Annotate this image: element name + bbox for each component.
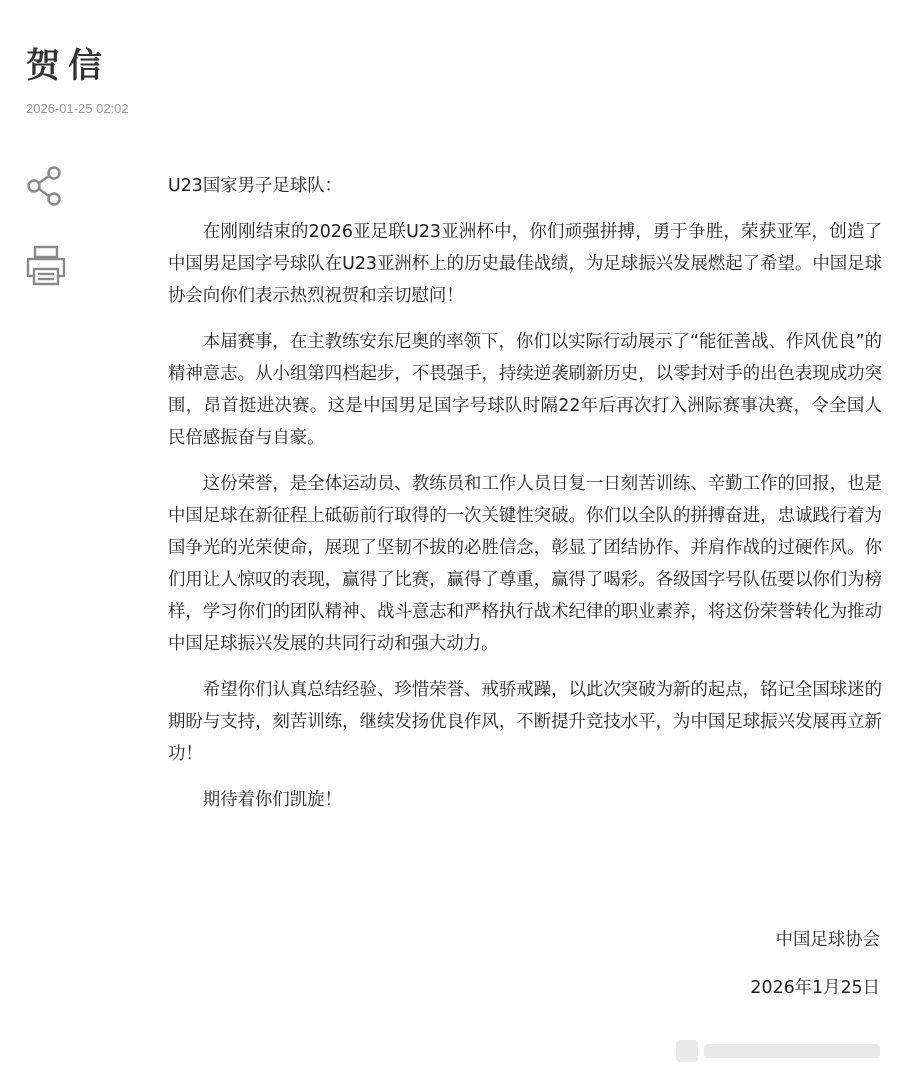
page-title: 贺信 xyxy=(26,46,110,86)
share-button[interactable] xyxy=(24,164,68,208)
signature-block xyxy=(750,924,880,1004)
printer-icon xyxy=(24,244,68,288)
print-button[interactable] xyxy=(24,244,68,288)
paragraph: 希望你们认真总结经验、珍惜荣誉、戒骄戒躁，以此次突破为新的起点，铭记全国球迷的期盼与支持，刻苦训练，继续发扬优良作风，不断提升竞技水平，为中国足球振兴发展再立新功！ xyxy=(168,680,882,764)
paragraph: 这份荣誉，是全体运动员、教练员和工作人员日复一日刻苦训练、辛勤工作的回报，也是中国足球在新征程上砥砺前行取得的一次关键性突破。你们以全队的拼搏奋进，忠诚践行着为国争光的光荣使命，展现了坚韧不拔的必胜信念，彰显了团结协作、并肩作战的过硬作风。你们用让人惊叹的表现，赢得了比赛，赢得了尊重，赢得了喝彩。各级国字号队伍要以你们为榜样，学习你们的团队精神、战斗意志和严格执行战术纪律的职业素养，将这份荣誉转化为推动中国足球振兴发展的共同行动和强大动力。 xyxy=(168,474,882,654)
watermark-logo xyxy=(672,1030,888,1070)
letter-body xyxy=(168,170,882,830)
signature-organization: 中国足球协会 xyxy=(775,930,880,950)
paragraph: 在刚刚结束的2026亚足联U23亚洲杯中，你们顽强拼搏，勇于争胜，荣获亚军，创造了中国男足国字号球队在U23亚洲杯上的历史最佳战绩，为足球振兴发展燃起了希望。中国足球协会向你们表示热烈祝贺和亲切慰问！ xyxy=(168,222,882,306)
salutation: U23国家男子足球队： xyxy=(168,176,342,196)
side-toolbar xyxy=(24,164,70,324)
publish-timestamp: 2026-01-25 02:02 xyxy=(26,101,129,116)
paragraph: 期待着你们凯旋！ xyxy=(202,790,342,810)
signature-date: 2026年1月25日 xyxy=(750,978,880,998)
share-icon xyxy=(24,164,68,208)
paragraph: 本届赛事，在主教练安东尼奥的率领下，你们以实际行动展示了“能征善战、作风优良”的精神意志。从小组第四档起步，不畏强手，持续逆袭刷新历史，以零封对手的出色表现成功突围，昂首挺进决赛。这是中国男足国字号球队时隔22年后再次打入洲际赛事决赛，令全国人民倍感振奋与自豪。 xyxy=(168,332,882,448)
